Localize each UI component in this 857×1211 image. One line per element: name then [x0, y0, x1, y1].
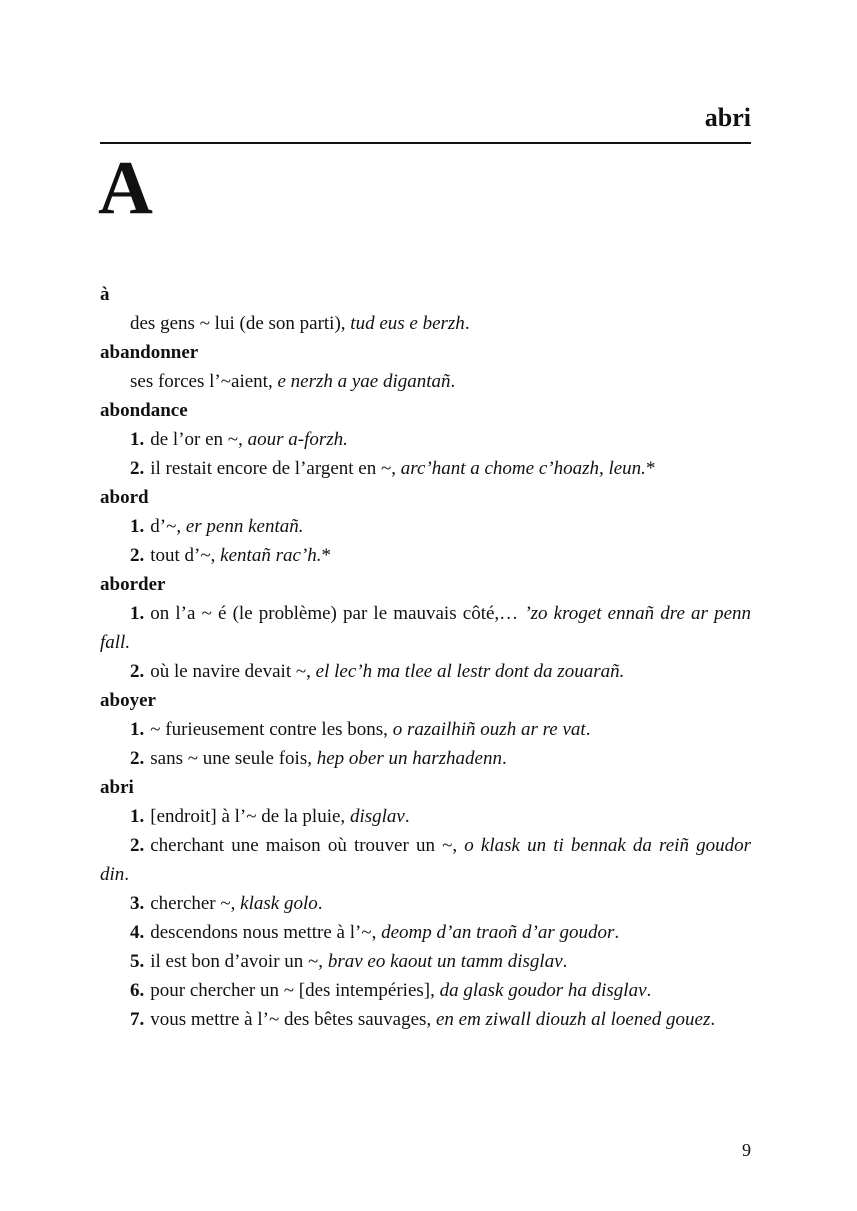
- sense-ending: .: [317, 893, 323, 914]
- french-example: descendons nous mettre à l’~,: [150, 922, 382, 943]
- french-example: où le navire devait ~,: [150, 661, 316, 682]
- sense-line: [100, 425, 751, 454]
- sense-ending: .: [585, 719, 591, 740]
- sense-line: [100, 976, 751, 1005]
- dictionary-entry: [100, 686, 751, 773]
- french-example: tout d’~,: [150, 545, 221, 566]
- sense-line: [100, 1005, 751, 1034]
- breton-translation: ’zo kroget ennañ dre ar penn fall.: [100, 603, 752, 653]
- french-example: sans ~ une seule fois,: [150, 748, 317, 769]
- breton-translation: disglav: [349, 806, 405, 827]
- french-example: on l’a ~ é (le problème) par le mauvais côté,…: [150, 603, 525, 624]
- breton-translation: el lec’h ma tlee al lestr dont da zouarañ.: [315, 661, 625, 682]
- sense-number: 6.: [130, 980, 145, 1001]
- french-example: vous mettre à l’~ des bêtes sauvages,: [150, 1009, 436, 1030]
- breton-translation: aour a-forzh.: [247, 429, 348, 450]
- sense-line: [100, 802, 751, 831]
- sense-number: 7.: [130, 1009, 145, 1030]
- breton-translation: hep ober un harzhadenn: [316, 748, 502, 769]
- sense-ending: *: [645, 458, 656, 479]
- french-example: ses forces l’~aient,: [130, 371, 278, 392]
- breton-translation: e nerzh a yae digantañ: [277, 371, 451, 392]
- breton-translation: klask golo: [240, 893, 318, 914]
- sense-line: [100, 599, 751, 657]
- sense-ending: *: [321, 545, 331, 566]
- french-example: il est bon d’avoir un ~,: [150, 951, 328, 972]
- headword: abord: [100, 487, 149, 508]
- sense-number: 1.: [130, 603, 145, 624]
- breton-translation: o klask un ti bennak da reiñ goudor din: [100, 835, 751, 885]
- section-letter: A: [98, 146, 153, 230]
- breton-translation: brav eo kaout un tamm disglav: [327, 951, 563, 972]
- breton-translation: en em ziwall diouzh al loened gouez: [435, 1009, 711, 1030]
- sense-number: 2.: [130, 545, 145, 566]
- sense-ending: .: [124, 864, 130, 885]
- sense-line: [100, 454, 751, 483]
- sense-ending: .: [614, 922, 620, 943]
- sense-ending: .: [562, 951, 568, 972]
- french-example: ~ furieusement contre les bons,: [150, 719, 393, 740]
- headword: aboyer: [100, 690, 156, 711]
- breton-translation: deomp d’an traoñ d’ar goudor: [381, 922, 615, 943]
- sense-line: [100, 367, 751, 396]
- headword: abri: [100, 777, 134, 798]
- breton-translation: tud eus e berzh: [350, 313, 465, 334]
- sense-number: 1.: [130, 516, 145, 537]
- sense-line: [100, 744, 751, 773]
- sense-number: 1.: [130, 719, 145, 740]
- french-example: chercher ~,: [150, 893, 241, 914]
- sense-number: 1.: [130, 806, 145, 827]
- sense-ending: .: [501, 748, 507, 769]
- sense-ending: .: [404, 806, 410, 827]
- headword: à: [100, 284, 110, 305]
- sense-line: [100, 947, 751, 976]
- entry-list: [100, 280, 751, 1034]
- french-example: [endroit] à l’~ de la pluie,: [150, 806, 350, 827]
- french-example: il restait encore de l’argent en ~,: [150, 458, 401, 479]
- sense-line: [100, 831, 751, 889]
- sense-number: 2.: [130, 748, 145, 769]
- french-example: cherchant une maison où trouver un ~,: [150, 835, 465, 856]
- sense-number: 5.: [130, 951, 145, 972]
- sense-ending: .: [710, 1009, 716, 1030]
- sense-line: [100, 657, 751, 686]
- sense-number: 2.: [130, 458, 145, 479]
- sense-line: [100, 541, 751, 570]
- french-example: des gens ~ lui (de son parti),: [130, 313, 351, 334]
- headword: abondance: [100, 400, 188, 421]
- french-example: pour chercher un ~ [des intempéries],: [150, 980, 440, 1001]
- breton-translation: da glask goudor ha disglav: [439, 980, 647, 1001]
- sense-ending: .: [450, 371, 456, 392]
- dictionary-entry: [100, 396, 751, 483]
- breton-translation: kentañ rac’h.: [220, 545, 322, 566]
- sense-number: 2.: [130, 835, 145, 856]
- headword: aborder: [100, 574, 166, 595]
- headword: abandonner: [100, 342, 199, 363]
- sense-number: 1.: [130, 429, 145, 450]
- breton-translation: arc’hant a chome c’hoazh, leun.: [400, 458, 646, 479]
- french-example: d’~,: [150, 516, 186, 537]
- dictionary-entry: [100, 280, 751, 338]
- breton-translation: er penn kentañ.: [185, 516, 304, 537]
- sense-line: [100, 512, 751, 541]
- breton-translation: o razailhiñ ouzh ar re vat: [392, 719, 586, 740]
- page-number: 9: [742, 1140, 751, 1160]
- dictionary-entry: [100, 483, 751, 570]
- sense-line: [100, 309, 751, 338]
- sense-ending: .: [464, 313, 470, 334]
- dictionary-entry: [100, 570, 751, 686]
- sense-line: [100, 889, 751, 918]
- sense-number: 2.: [130, 661, 145, 682]
- header-rule: [100, 142, 751, 144]
- sense-ending: .: [646, 980, 652, 1001]
- running-head: abri: [704, 103, 751, 132]
- dictionary-page: [100, 0, 751, 1211]
- sense-line: [100, 715, 751, 744]
- french-example: de l’or en ~,: [150, 429, 248, 450]
- dictionary-entry: [100, 773, 751, 1034]
- sense-number: 4.: [130, 922, 145, 943]
- sense-number: 3.: [130, 893, 145, 914]
- dictionary-entry: [100, 338, 751, 396]
- sense-line: [100, 918, 751, 947]
